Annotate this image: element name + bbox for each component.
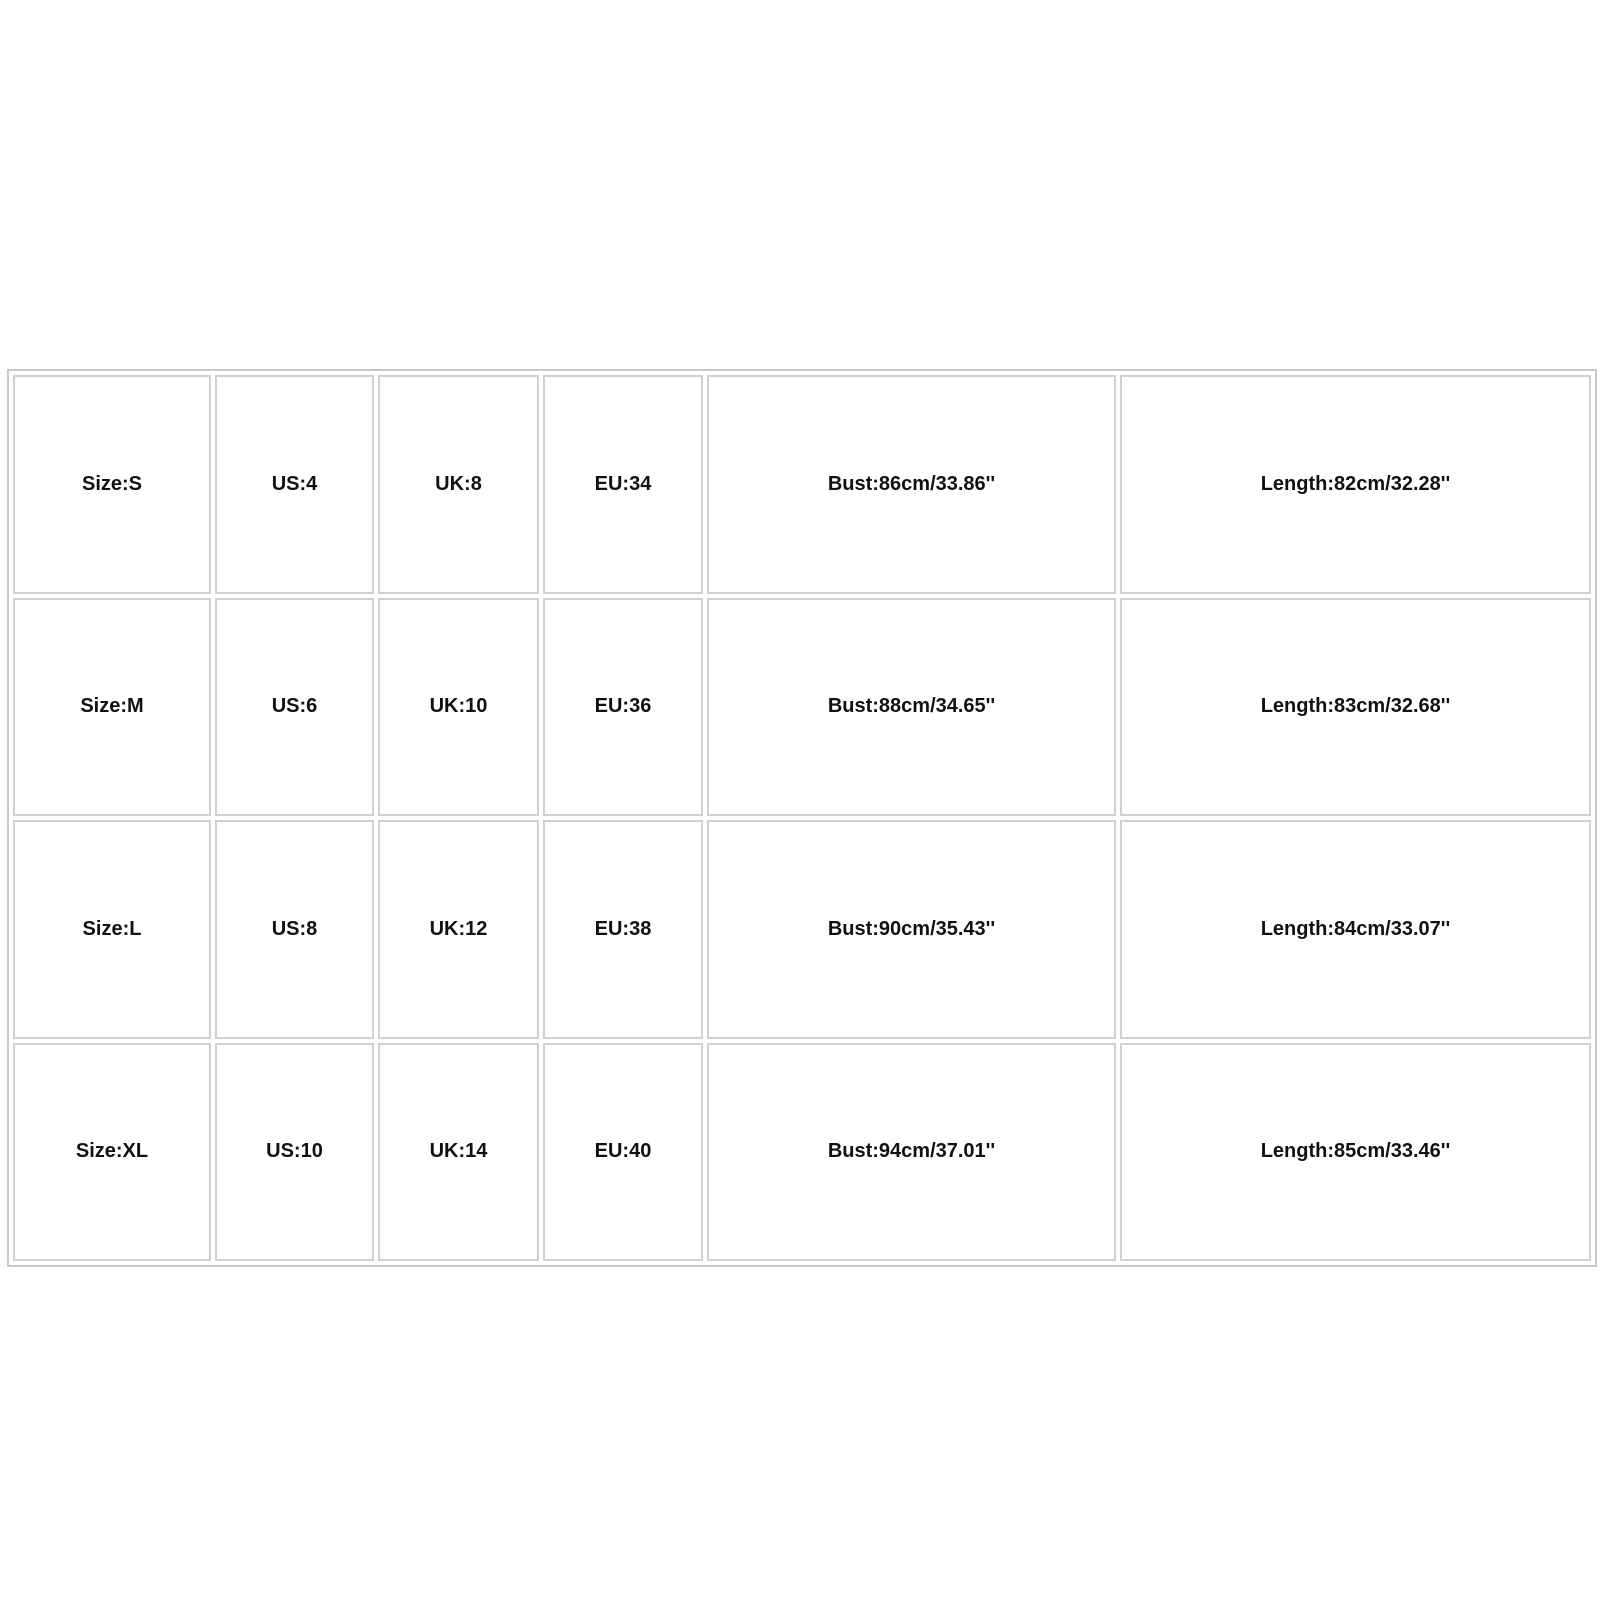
size-cell: Size:M — [13, 598, 211, 817]
length-cell: Length:85cm/33.46'' — [1120, 1043, 1591, 1262]
length-cell: Length:83cm/32.68'' — [1120, 598, 1591, 817]
us-size-cell: US:6 — [215, 598, 374, 817]
bust-cell: Bust:90cm/35.43'' — [707, 820, 1116, 1039]
table-row — [13, 598, 1591, 817]
us-size-cell: US:10 — [215, 1043, 374, 1262]
table-row — [13, 1043, 1591, 1262]
uk-size-cell: UK:10 — [378, 598, 539, 817]
eu-size-cell: EU:36 — [543, 598, 703, 817]
uk-size-cell: UK:12 — [378, 820, 539, 1039]
eu-size-cell: EU:40 — [543, 1043, 703, 1262]
table-row — [13, 375, 1591, 594]
uk-size-cell: UK:14 — [378, 1043, 539, 1262]
uk-size-cell: UK:8 — [378, 375, 539, 594]
length-cell: Length:84cm/33.07'' — [1120, 820, 1591, 1039]
size-cell: Size:S — [13, 375, 211, 594]
us-size-cell: US:8 — [215, 820, 374, 1039]
bust-cell: Bust:94cm/37.01'' — [707, 1043, 1116, 1262]
eu-size-cell: EU:34 — [543, 375, 703, 594]
size-cell: Size:XL — [13, 1043, 211, 1262]
table-row — [13, 820, 1591, 1039]
bust-cell: Bust:86cm/33.86'' — [707, 375, 1116, 594]
bust-cell: Bust:88cm/34.65'' — [707, 598, 1116, 817]
us-size-cell: US:4 — [215, 375, 374, 594]
size-cell: Size:L — [13, 820, 211, 1039]
eu-size-cell: EU:38 — [543, 820, 703, 1039]
length-cell: Length:82cm/32.28'' — [1120, 375, 1591, 594]
size-chart-table — [7, 369, 1597, 1267]
